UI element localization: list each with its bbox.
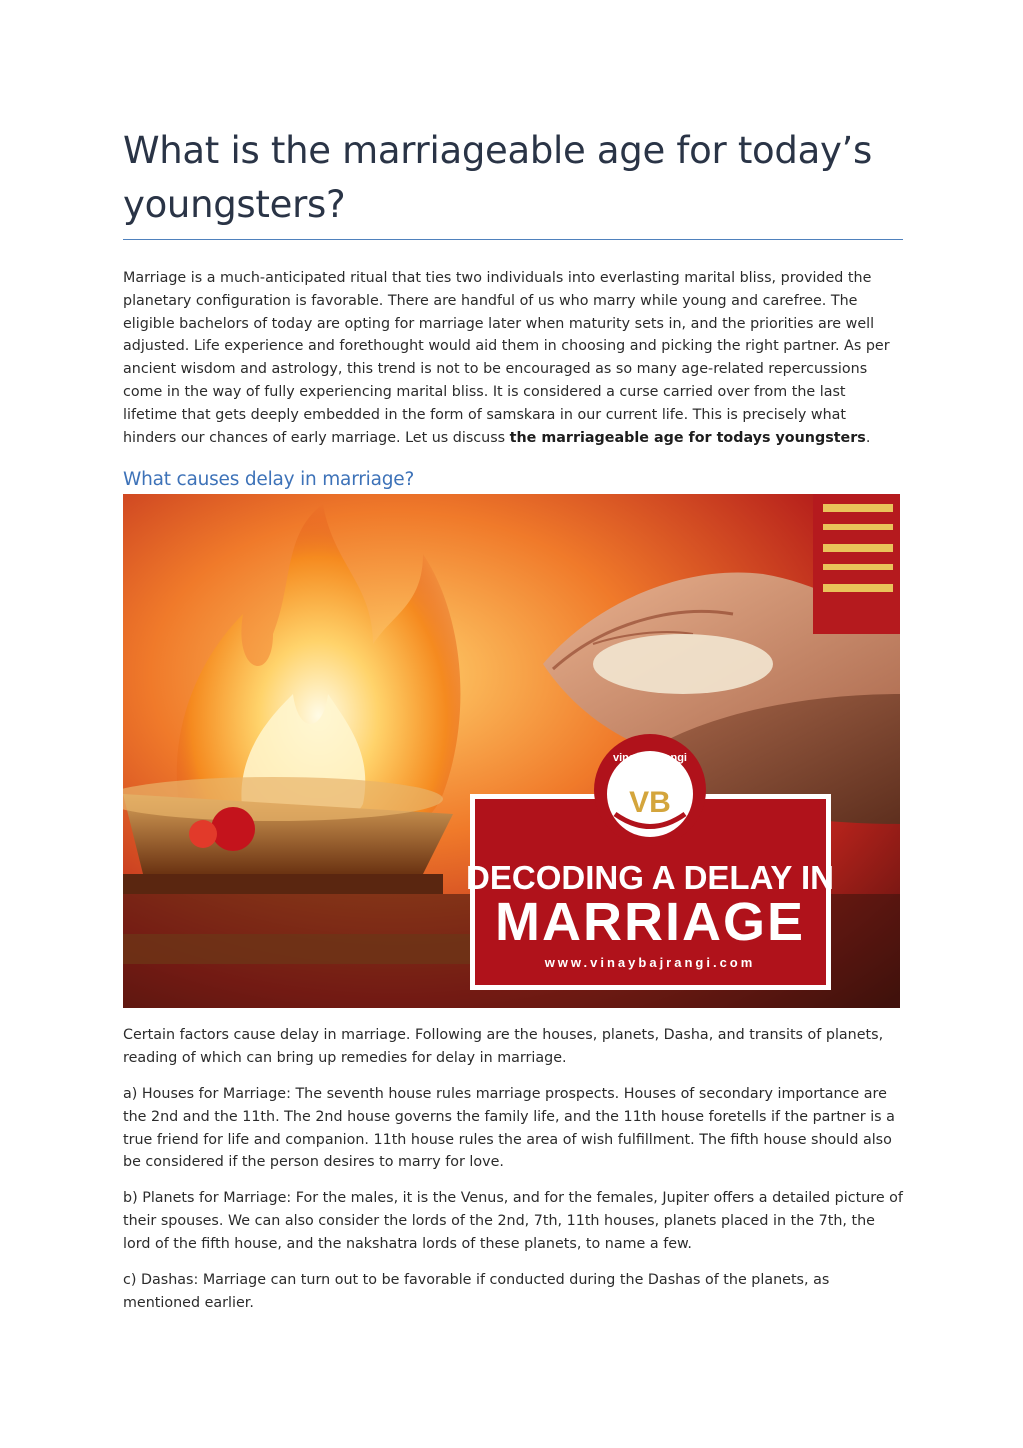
section-heading: What causes delay in marriage? <box>123 469 415 490</box>
title-underline <box>123 239 903 240</box>
paragraph-houses: a) Houses for Marriage: The seventh house rules marriage prospects. Houses of secondary importance are the 2nd and the 11th. The 2nd house governs the family life, and the 11th house foretells if the partner is a true friend for life and companion. 11th house rules the area of wish fulfillment. The fifth house should also be considered if the person desires to marry for love. <box>123 1086 895 1171</box>
paragraph-dashas: c) Dashas: Marriage can turn out to be favorable if conducted during the Dashas of the planets, as mentioned earlier. <box>123 1272 830 1311</box>
paragraph-delay-factors: Certain factors cause delay in marriage. Following are the houses, planets, Dasha, and transits of planets, reading of which can bring up remedies for delay in marriage. <box>123 1027 884 1066</box>
banner-line2: MARRIAGE <box>495 892 805 952</box>
hero-image <box>123 494 900 1008</box>
intro-paragraph <box>123 267 903 449</box>
logo-arc-text: vinay bajrangi <box>613 752 687 764</box>
banner-line1: DECODING A DELAY IN <box>466 859 834 896</box>
intro-end: . <box>865 429 871 446</box>
intro-bold-phrase: the marriageable age for todays youngsters <box>509 429 866 446</box>
page-title: What is the marriageable age for today’s youngsters? <box>123 129 872 226</box>
brand-logo <box>594 734 706 846</box>
logo-monogram: VB <box>629 786 671 819</box>
banner-url: www.vinaybajrangi.com <box>544 955 756 970</box>
paragraph-planets: b) Planets for Marriage: For the males, it is the Venus, and for the females, Jupiter offers a detailed picture of their spouses. We can also consider the lords of the 2nd, 7th, 11th houses, planets placed in the 7th, the lord of the fifth house, and the nakshatra lords of these planets, to name a few. <box>123 1190 903 1252</box>
intro-text: Marriage is a much-anticipated ritual that ties two individuals into everlasting marital bliss, provided the planetary configuration is favorable. There are handful of us who marry while young and carefree. The eligible bachelors of today are opting for marriage later when maturity sets in, and the priorities are well adjusted. Life experience and forethought would aid them in choosing and picking the right partner. As per ancient wisdom and astrology, this trend is not to be encouraged as so many age-related repercussions come in the way of fully experiencing marital bliss. It is considered a curse carried over from the last lifetime that gets deeply embedded in the form of samskara in our current life. This is precisely what hinders our chances of early marriage. Let us discuss <box>123 270 890 446</box>
